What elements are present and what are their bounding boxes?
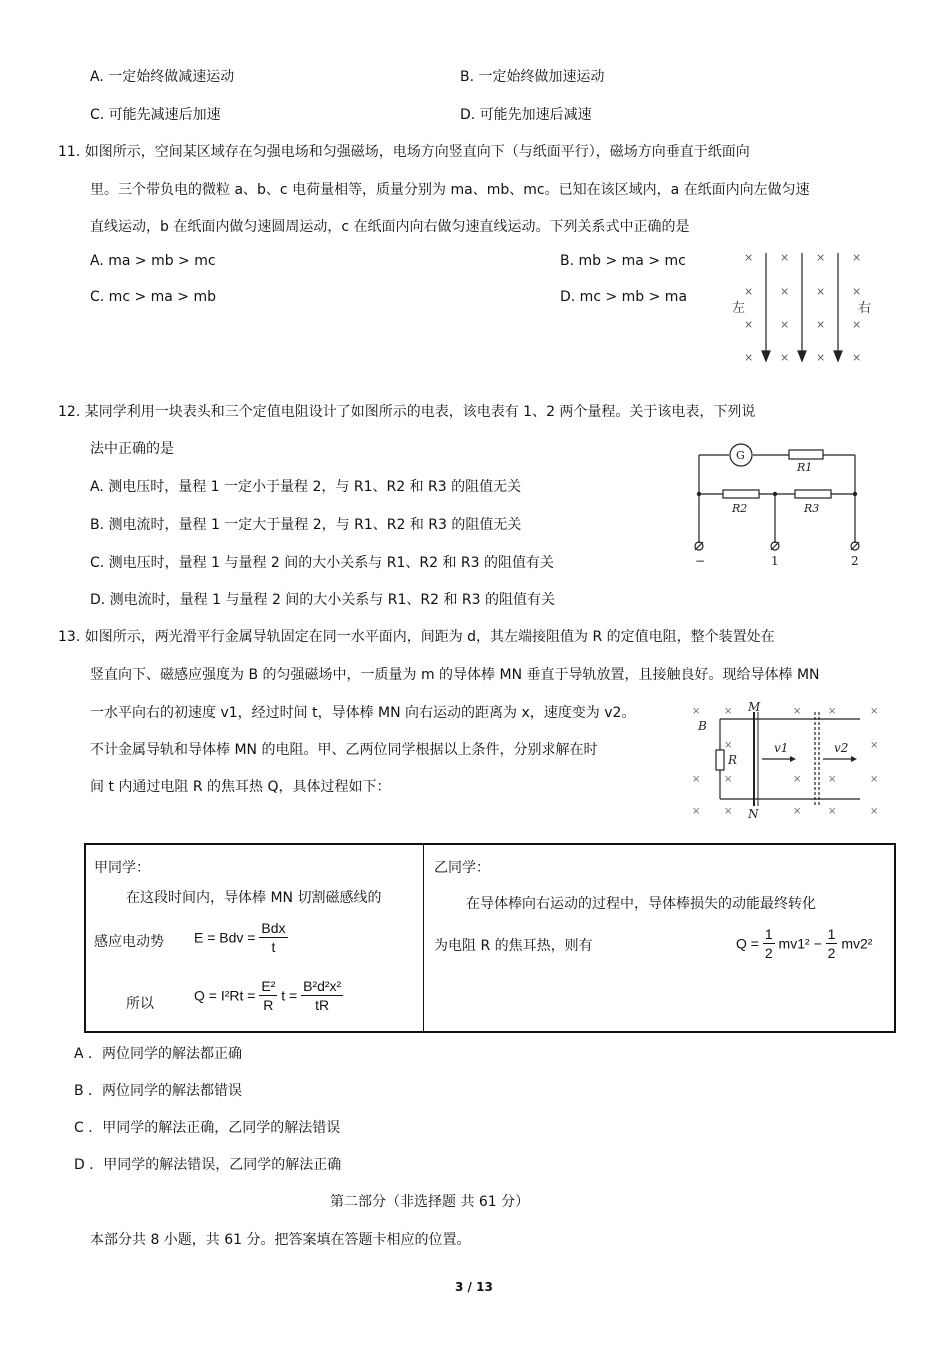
svg-text:×: × <box>793 706 802 717</box>
svg-text:R2: R2 <box>732 502 748 515</box>
q13-stem-line1: 13. 如图所示，两光滑平行金属导轨固定在同一水平面内，间距为 d，其左端接阻值为 R 的定值电阻，整个装置处在 <box>58 629 775 645</box>
part2-title: 第二部分（非选择题 共 61 分） <box>330 1194 530 1210</box>
q11-stem-line3: 直线运动，b 在纸面内做匀速圆周运动，c 在纸面内向右做匀速直线运动。下列关系式中正确的是 <box>90 219 690 235</box>
svg-text:×: × <box>870 806 879 817</box>
svg-text:×: × <box>744 251 754 264</box>
q12-option-d: D. 测电流时，量程 1 与量程 2 间的大小关系与 R1、R2 和 R3 的阻值有关 <box>90 592 555 608</box>
svg-text:×: × <box>816 251 826 264</box>
svg-text:×: × <box>828 806 837 817</box>
svg-text:×: × <box>692 774 701 785</box>
svg-text:×: × <box>692 806 701 817</box>
svg-text:2: 2 <box>851 554 859 568</box>
svg-text:×: × <box>724 740 733 751</box>
svg-text:×: × <box>852 318 862 331</box>
q12-circuit-diagram <box>685 438 875 573</box>
q12-option-b: B. 测电流时，量程 1 一定大于量程 2，与 R1、R2 和 R3 的阻值无关 <box>90 517 522 533</box>
svg-text:×: × <box>744 318 754 331</box>
svg-text:×: × <box>724 774 733 785</box>
jia-line3: 所以 <box>126 996 154 1012</box>
svg-text:×: × <box>816 318 826 331</box>
yi-line2: 为电阻 R 的焦耳热，则有 <box>434 938 593 954</box>
page-number: 3 / 13 <box>455 1280 493 1294</box>
svg-text:×: × <box>870 706 879 717</box>
svg-text:N: N <box>748 807 759 820</box>
q11-option-c: C. mc > ma > mb <box>90 289 217 305</box>
q10-option-d: D. 可能先加速后减速 <box>460 107 592 123</box>
svg-text:R1: R1 <box>797 461 813 474</box>
q13-stem-line4: 不计金属导轨和导体棒 MN 的电阻。甲、乙两位同学根据以上条件，分别求解在时 <box>90 742 598 758</box>
svg-text:×: × <box>793 774 802 785</box>
svg-text:×: × <box>870 740 879 751</box>
resistor-r <box>716 750 724 770</box>
right-label: 右 <box>858 301 872 316</box>
q10-option-c: C. 可能先减速后加速 <box>90 107 221 123</box>
yi-q-formula: Q = $\frac{1}{2}$ mv1² − $\frac{1}{2}$ mv2² <box>736 926 873 961</box>
q13-option-a: A ．两位同学的解法都正确 <box>74 1046 243 1062</box>
svg-text:×: × <box>828 774 837 785</box>
svg-text:×: × <box>780 251 790 264</box>
jia-emf-formula: E = Bdv = $\frac{\text{Bdx}}{t}$ <box>194 920 286 955</box>
svg-text:R: R <box>728 753 738 767</box>
svg-text:×: × <box>828 706 837 717</box>
resistor-r1 <box>789 450 823 459</box>
q13-stem-line3: 一水平向右的初速度 v1，经过时间 t，导体棒 MN 向右运动的距离为 x，速度变为 v2。 <box>90 705 636 721</box>
q13-option-c: C ．甲同学的解法正确，乙同学的解法错误 <box>74 1120 341 1136</box>
jia-line2: 感应电动势 <box>94 934 164 950</box>
svg-text:×: × <box>724 706 733 717</box>
solutions-table <box>84 843 896 1033</box>
q13-option-b: B ．两位同学的解法都错误 <box>74 1083 243 1099</box>
svg-text:B: B <box>698 719 707 733</box>
svg-text:v1: v1 <box>774 741 789 755</box>
svg-text:×: × <box>692 706 701 717</box>
q12-stem-line2: 法中正确的是 <box>90 441 174 457</box>
q13-option-d: D ．甲同学的解法错误，乙同学的解法正确 <box>74 1157 342 1173</box>
svg-text:×: × <box>852 351 862 364</box>
svg-text:R3: R3 <box>804 502 820 515</box>
svg-text:×: × <box>780 285 790 298</box>
svg-text:×: × <box>744 351 754 364</box>
q13-stem-line2: 竖直向下、磁感应强度为 B 的匀强磁场中，一质量为 m 的导体棒 MN 垂直于导轨放置，且接触良好。现给导体棒 MN <box>90 667 820 683</box>
q12-option-a: A. 测电压时，量程 1 一定小于量程 2，与 R1、R2 和 R3 的阻值无关 <box>90 479 522 495</box>
svg-text:−: − <box>695 554 706 568</box>
q10-option-b: B. 一定始终做加速运动 <box>460 69 605 85</box>
left-label: 左 <box>732 301 746 316</box>
q11-option-d: D. mc > mb > ma <box>560 289 688 305</box>
svg-text:×: × <box>870 774 879 785</box>
svg-text:×: × <box>852 285 862 298</box>
electric-field-lines <box>762 253 842 361</box>
jia-line1: 在这段时间内，导体棒 MN 切割磁感线的 <box>126 890 382 906</box>
svg-text:v2: v2 <box>834 741 849 755</box>
svg-text:×: × <box>780 318 790 331</box>
svg-text:×: × <box>793 806 802 817</box>
yi-line1: 在导体棒向右运动的过程中，导体棒损失的动能最终转化 <box>466 896 816 912</box>
q13-rail-diagram <box>688 700 888 820</box>
jia-q-formula: Q = I²Rt = $\frac{\text{E²}}{R}$ t = $\frac{\text{B²d²x²}}{tR}$ <box>194 978 342 1013</box>
resistor-r3 <box>795 490 831 498</box>
svg-text:×: × <box>816 285 826 298</box>
svg-text:M: M <box>748 700 761 714</box>
q11-option-b: B. mb > ma > mc <box>560 253 686 269</box>
svg-text:×: × <box>780 351 790 364</box>
svg-text:1: 1 <box>771 554 779 568</box>
q13-stem-line5: 间 t 内通过电阻 R 的焦耳热 Q，具体过程如下： <box>90 779 391 795</box>
q11-stem-line1: 11. 如图所示，空间某区域存在匀强电场和匀强磁场，电场方向竖直向下（与纸面平行），磁场方向垂直于纸面向 <box>58 144 750 160</box>
resistor-r2 <box>723 490 759 498</box>
q10-option-a: A. 一定始终做减速运动 <box>90 69 235 85</box>
svg-text:×: × <box>724 806 733 817</box>
q12-stem-line1: 12. 某同学利用一块表头和三个定值电阻设计了如图所示的电表，该电表有 1、2 两个量程。关于该电表，下列说 <box>58 404 756 420</box>
svg-text:×: × <box>744 285 754 298</box>
svg-text:×: × <box>816 351 826 364</box>
jia-title: 甲同学： <box>94 860 150 876</box>
q11-field-diagram <box>728 245 878 365</box>
magnetic-field-crosses <box>744 251 861 364</box>
yi-title: 乙同学： <box>434 860 490 876</box>
q12-option-c: C. 测电压时，量程 1 与量程 2 间的大小关系与 R1、R2 和 R3 的阻值有关 <box>90 555 554 571</box>
svg-text:G: G <box>736 449 745 462</box>
q11-stem-line2: 里。三个带负电的微粒 a、b、c 电荷量相等，质量分别为 ma、mb、mc。已知在该区域内，a 在纸面内向左做匀速 <box>90 182 810 198</box>
svg-text:×: × <box>852 251 862 264</box>
part2-description: 本部分共 8 小题，共 61 分。把答案填在答题卡相应的位置。 <box>90 1232 471 1248</box>
q11-option-a: A. ma > mb > mc <box>90 253 216 269</box>
